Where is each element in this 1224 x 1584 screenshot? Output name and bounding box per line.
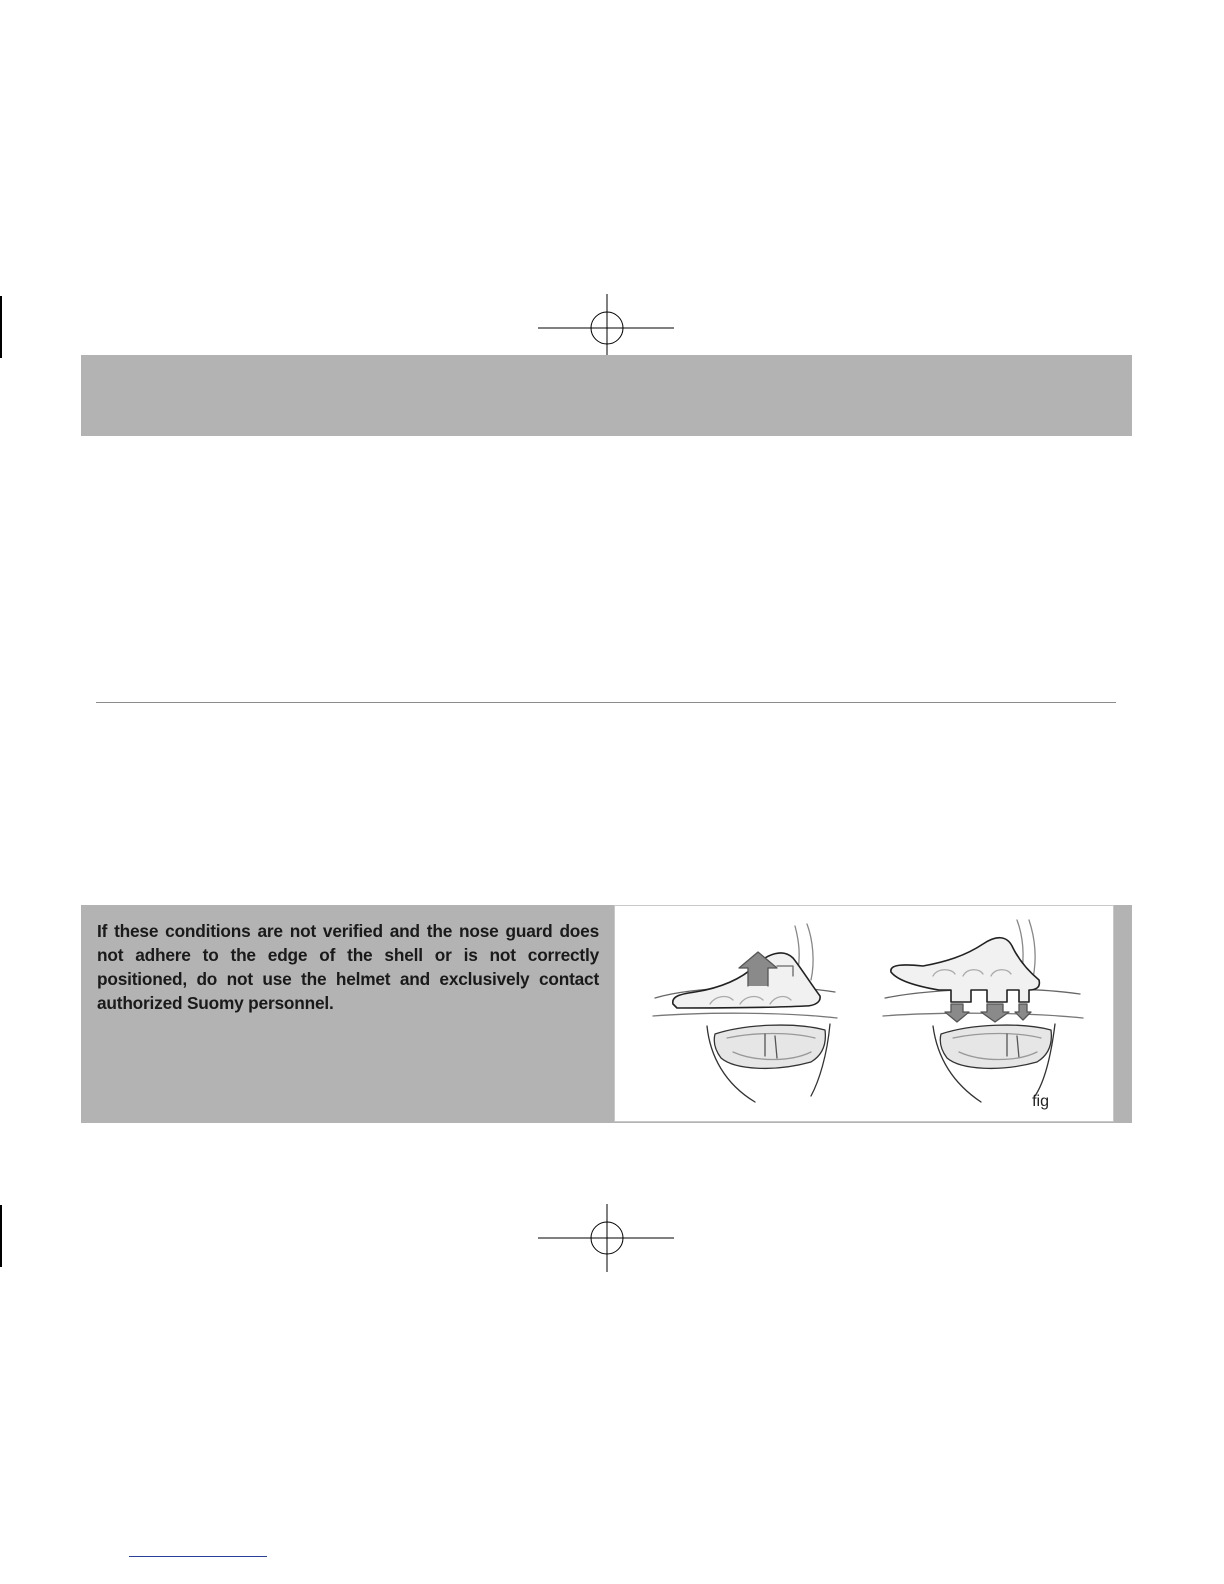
crop-mark-left-bottom <box>0 1205 2 1267</box>
nose-guard-illustration <box>615 906 1113 1121</box>
warning-box <box>81 905 1132 1123</box>
bottom-link-underline <box>129 1556 267 1557</box>
warning-text: If these conditions are not verified and the nose guard does not adhere to the edge of the shell or is not correctly positioned, do not use the helmet and exclusively contact authorized Suomy personnel. <box>97 921 599 1013</box>
nose-guard-figure <box>614 905 1114 1122</box>
registration-mark-bottom <box>538 1204 678 1274</box>
figure-label: fig <box>1032 1093 1049 1110</box>
crop-mark-left-top <box>0 296 2 358</box>
section-divider <box>96 702 1116 703</box>
section-header-band <box>81 355 1132 436</box>
registration-mark-top <box>538 294 678 364</box>
